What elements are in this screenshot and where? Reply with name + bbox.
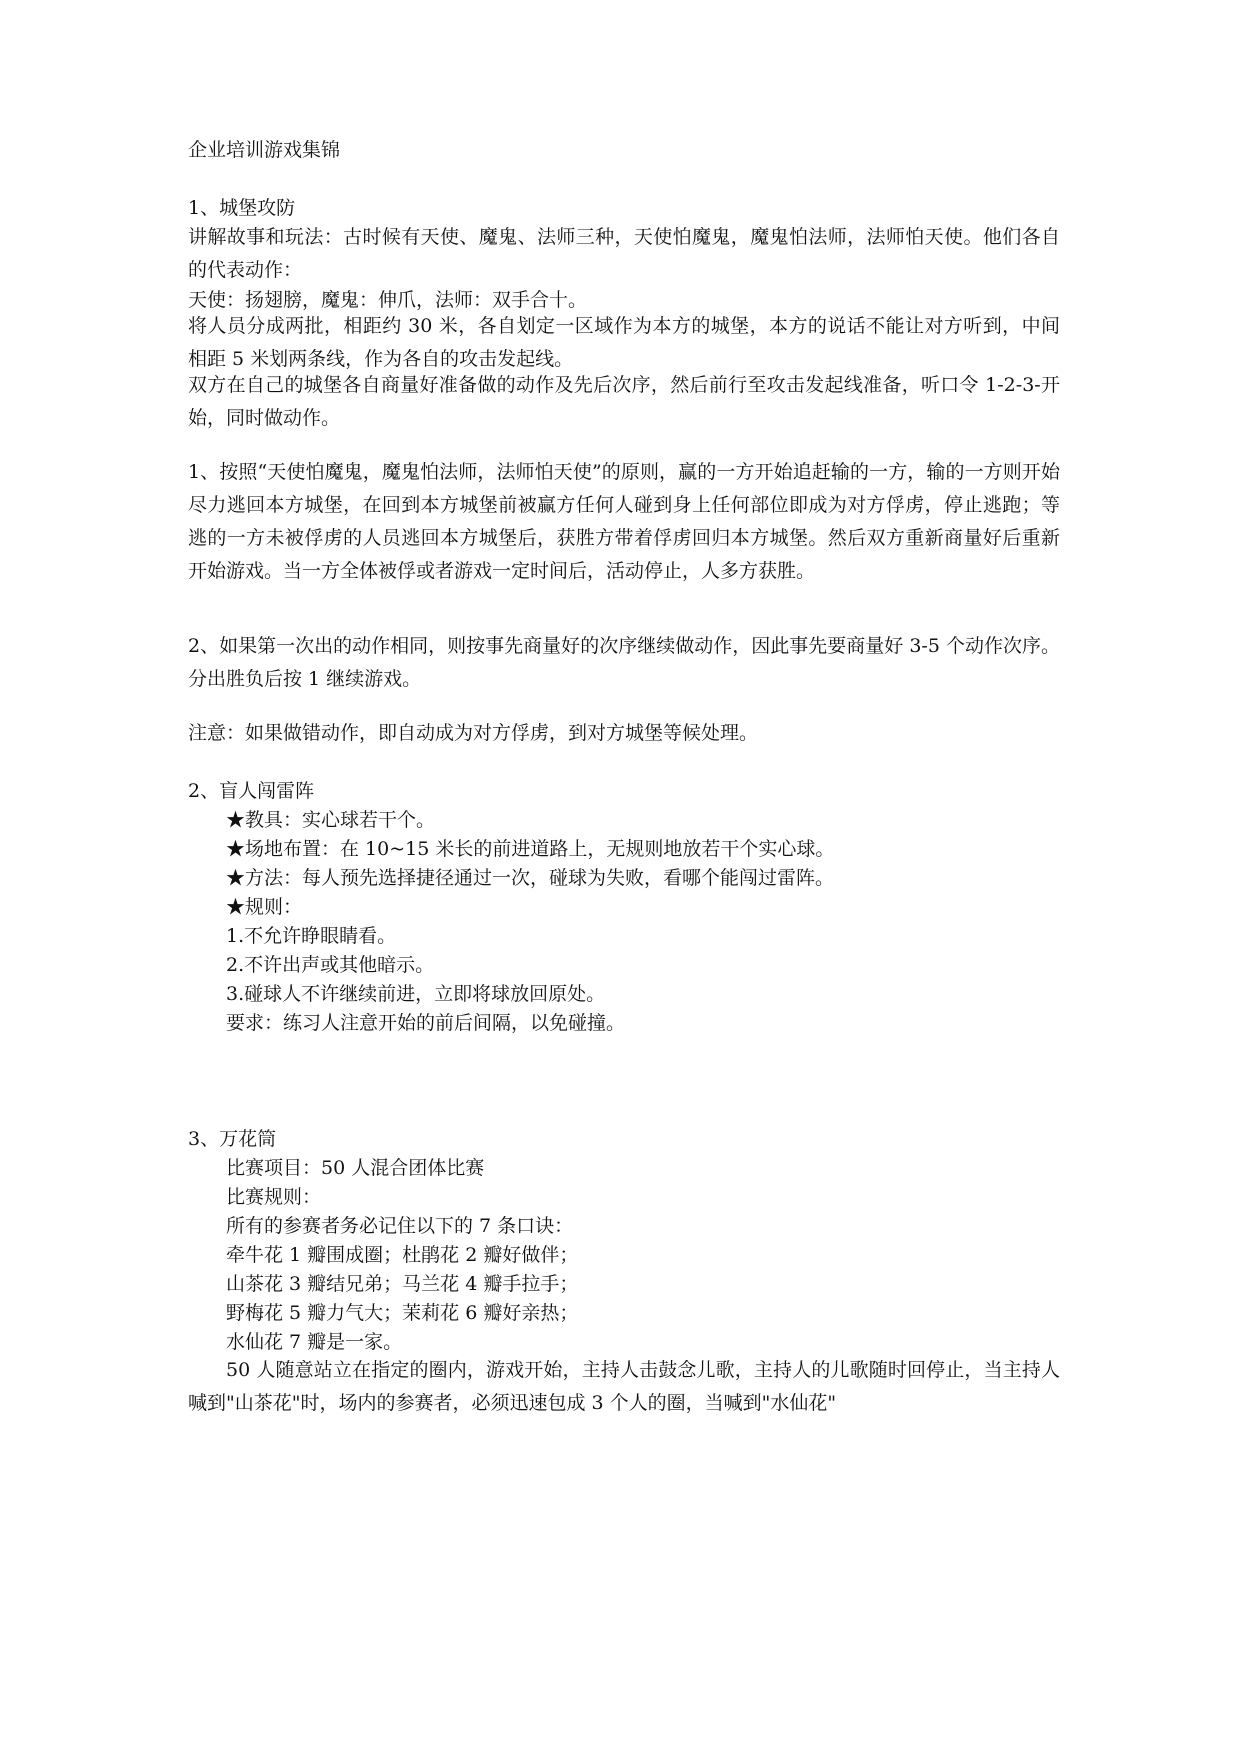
section-1-rule-1: 1、按照“天使怕魔鬼，魔鬼怕法师，法师怕天使”的原则，赢的一方开始追赶输的一方，输的一方则开始尽力逃回本方城堡，在回到本方城堡前被赢方任何人碰到身上任何部位即成为对方俘虏，停止逃跑；等逃的一方未被俘虏的人员逃回本方城堡后，获胜方带着俘虏回归本方城堡。然后双方重新商量好后重新开始游戏。当一方全体被俘或者游戏一定时间后，活动停止，人多方获胜。 [188,461,1060,582]
section-3-line: 水仙花 7 瓣是一家。 [226,1331,403,1353]
section-1-heading: 1、城堡攻防 [188,197,296,219]
section-2-line: ★方法：每人预先选择捷径通过一次，碰球为失败，看哪个能闯过雷阵。 [226,867,835,889]
section-3-heading: 3、万花筒 [188,1128,277,1150]
section-2-line: ★规则： [226,896,303,918]
section-1-intro: 讲解故事和玩法：古时候有天使、魔鬼、法师三种，天使怕魔鬼，魔鬼怕法师，法师怕天使。他们各自的代表动作： [188,226,1060,281]
section-1-setup: 将人员分成两批，相距约 30 米，各自划定一区域作为本方的城堡，本方的说话不能让对方听到，中间相距 5 米划两条线，作为各自的攻击发起线。 [188,315,1060,370]
section-2-line: 2.不许出声或其他暗示。 [226,954,435,976]
section-3-line: 比赛项目：50 人混合团体比赛 [226,1157,485,1179]
section-1-rule-2: 2、如果第一次出的动作相同，则按事先商量好的次序继续做动作，因此事先要商量好 3-5 个动作次序。分出胜负后按 1 继续游戏。 [188,635,1060,690]
section-2-line: 要求：练习人注意开始的前后间隔，以免碰撞。 [226,1012,626,1034]
section-3-line: 山茶花 3 瓣结兄弟；马兰花 4 瓣手拉手； [226,1273,579,1295]
section-3-line: 野梅花 5 瓣力气大；茉莉花 6 瓣好亲热； [226,1302,579,1324]
section-2-line: ★教具：实心球若干个。 [226,809,436,831]
section-3-line: 牵牛花 1 瓣围成圈；杜鹃花 2 瓣好做伴； [226,1244,579,1266]
section-2-line: 3.碰球人不许继续前进，立即将球放回原处。 [226,983,606,1005]
section-1-note: 注意：如果做错动作，即自动成为对方俘虏，到对方城堡等候处理。 [188,722,759,744]
section-1-actions: 天使：扬翅膀，魔鬼：伸爪，法师：双手合十。 [188,289,588,311]
section-3-paragraph: 50 人随意站立在指定的圈内，游戏开始，主持人击鼓念儿歌，主持人的儿歌随时回停止，当主持人喊到"山茶花"时，场内的参赛者，必须迅速包成 3 个人的圈，当喊到"水仙花" [188,1359,1060,1414]
section-3-line: 比赛规则： [226,1186,322,1208]
section-3-line: 所有的参赛者务必记住以下的 7 条口诀： [226,1215,574,1237]
section-2-line: 1.不允许睁眼睛看。 [226,925,397,947]
section-2-heading: 2、盲人闯雷阵 [188,780,315,802]
section-2-line: ★场地布置：在 10~15 米长的前进道路上，无规则地放若干个实心球。 [226,838,835,860]
section-1-start: 双方在自己的城堡各自商量好准备做的动作及先后次序，然后前行至攻击发起线准备，听口令 1-2-3-开始，同时做动作。 [188,374,1060,429]
document-title: 企业培训游戏集锦 [188,139,341,161]
